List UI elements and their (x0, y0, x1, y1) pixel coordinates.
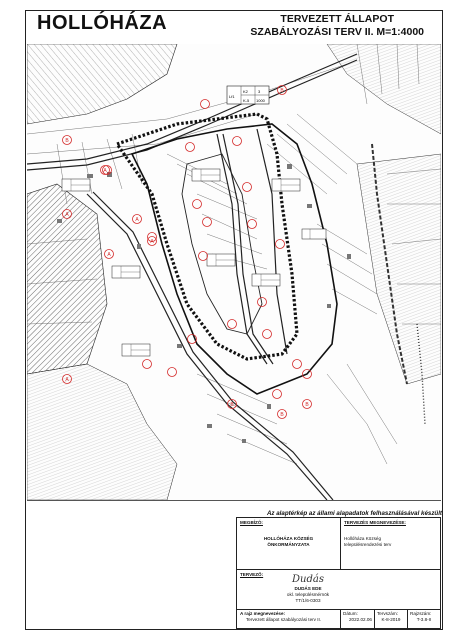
svg-text:A: A (65, 212, 69, 218)
agricultural-area-east (357, 154, 441, 384)
drawing-number-label: Rajzszám: (410, 611, 432, 616)
drawing-number-value: T-3.8-II (416, 617, 432, 622)
agricultural-area-southwest (27, 364, 177, 500)
title-block-project (341, 518, 440, 570)
lot-table-value: K2 (243, 89, 248, 94)
base-map-credit: Az alaptérkép az állami alapadatok felhasználásával készült (266, 510, 442, 517)
client-line-1: HOLLÓHÁZA KÖZSÉG (263, 536, 314, 541)
svg-text:A: A (107, 252, 111, 258)
svg-text:B: B (280, 412, 284, 418)
regulation-map[interactable] (27, 44, 441, 501)
title-block-subject (237, 610, 341, 628)
forest-area-northeast (327, 44, 441, 134)
client-label: MEGBÍZÓ: (240, 520, 263, 525)
project-label: TERVEZÉS MEGNEVEZÉSE: (344, 520, 406, 525)
lot-table-value: 3 (258, 89, 261, 94)
svg-text:A: A (103, 168, 107, 174)
map-canvas[interactable] (27, 44, 441, 500)
project-number-label: Tervszám: (377, 611, 398, 616)
page-title: HOLLÓHÁZA (37, 12, 168, 34)
svg-text:A: A (135, 217, 139, 223)
lot-table-value: 1000 (256, 98, 265, 103)
designer-label: TERVEZŐ: (240, 572, 264, 577)
designer-registration: TT/1/6-0303 (295, 598, 321, 603)
forest-area-north (27, 44, 177, 124)
lot-table-label: Lf1 (229, 94, 235, 99)
client-line-2: ÖNKORMÁNYZATA (267, 542, 310, 547)
svg-text:B: B (305, 402, 309, 408)
svg-text:A: A (150, 239, 154, 245)
subtitle-line-1: TERVEZETT ÁLLAPOT (280, 13, 394, 25)
project-number-value: K-8-2019 (381, 617, 401, 622)
date-label: Dátum: (343, 611, 358, 616)
subtitle-line-2: SZABÁLYOZÁSI TERV II. M=1:4000 (250, 26, 424, 38)
title-block-client (237, 518, 341, 570)
designer-signature: Dudás (292, 574, 324, 585)
svg-text:B: B (280, 88, 284, 94)
map-subtitle (250, 13, 424, 39)
designer-title: okl. településmérnök (286, 592, 330, 597)
svg-text:A: A (65, 377, 69, 383)
title-block-designer (237, 570, 440, 610)
designer-name: DUDÁS EDE (294, 586, 322, 591)
svg-text:B: B (230, 402, 234, 408)
project-line-2: településrendezési terv (344, 542, 392, 547)
subject-text: Tervezett állapot szabályozási terv II. (246, 617, 322, 622)
title-block-drawing-number (408, 610, 440, 628)
title-block-project-number (375, 610, 408, 628)
title-block (236, 517, 441, 629)
date-value: 2022.02.06 (349, 617, 372, 622)
subject-label: A rajz megnevezése: (240, 611, 286, 616)
lot-table-value: K-5 (243, 98, 250, 103)
project-line-1: Hollóháza Község (344, 536, 382, 541)
svg-text:B: B (65, 138, 69, 144)
title-block-date (341, 610, 375, 628)
